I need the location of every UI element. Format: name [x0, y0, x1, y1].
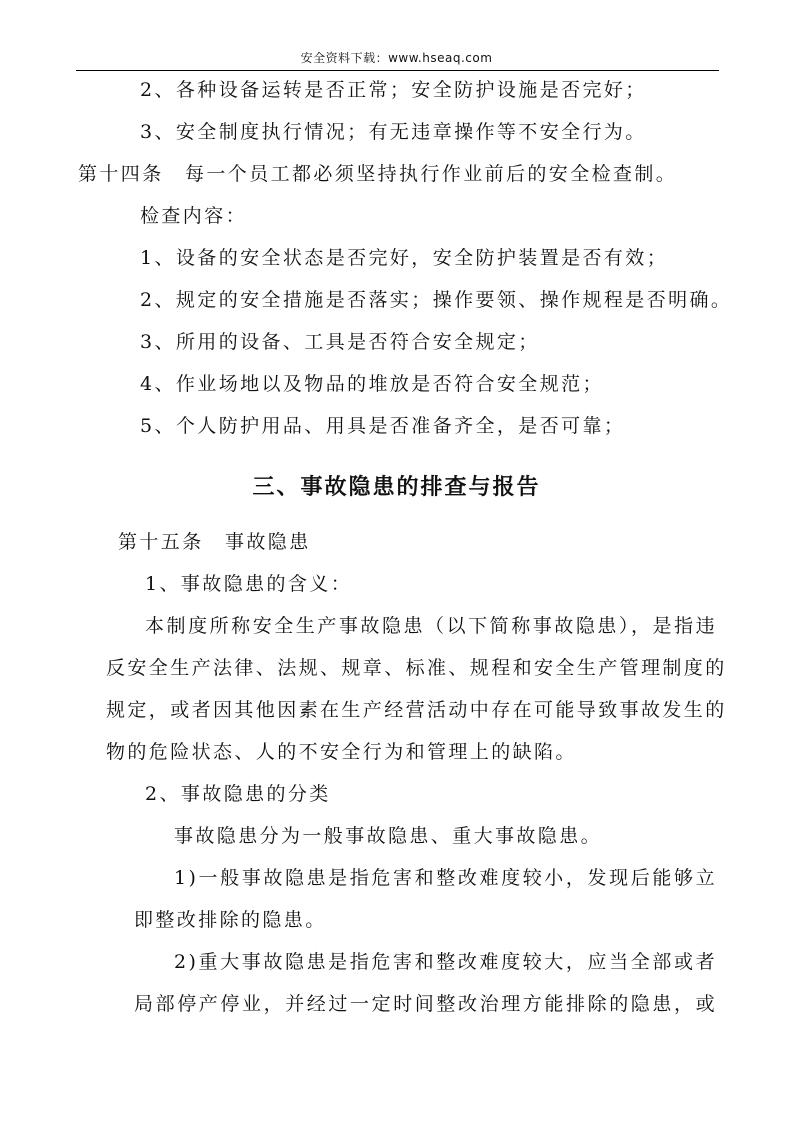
- page-header: 安全资料下载：www.hseaq.com: [300, 51, 493, 65]
- check-content-item-2: 2、规定的安全措施是否落实；操作要领、操作规程是否明确。: [140, 289, 733, 311]
- definition-label: 1、事故隐患的含义：: [145, 573, 353, 595]
- major-hazard-line-1: 2)重大事故隐患是指危害和整改难度较大，应当全部或者: [174, 951, 717, 973]
- definition-text-line-2: 反安全生产法律、法规、规章、标准、规程和安全生产管理制度的: [106, 657, 727, 679]
- header-divider: [76, 70, 719, 71]
- article-15-title: 第十五条 事故隐患: [118, 531, 311, 553]
- general-hazard-line-1: 1)一般事故隐患是指危害和整改难度较小，发现后能够立: [174, 867, 717, 889]
- article-14: 第十四条 每一个员工都必须坚持执行作业前后的安全检查制。: [78, 163, 678, 185]
- check-content-item-1: 1、设备的安全状态是否完好，安全防护装置是否有效；: [140, 247, 669, 269]
- check-content-label: 检查内容：: [140, 205, 248, 227]
- definition-text-line-1: 本制度所称安全生产事故隐患（以下简称事故隐患），是指违: [145, 615, 717, 637]
- check-content-item-3: 3、所用的设备、工具是否符合安全规定；: [140, 331, 540, 353]
- check-item-safety-rules: 3、安全制度执行情况；有无违章操作等不安全行为。: [140, 121, 647, 143]
- classification-text: 事故隐患分为一般事故隐患、重大事故隐患。: [174, 825, 603, 847]
- definition-text-line-4: 物的危险状态、人的不安全行为和管理上的缺陷。: [106, 741, 577, 763]
- classification-label: 2、事故隐患的分类: [145, 783, 331, 805]
- check-item-equipment-operation: 2、各种设备运转是否正常；安全防护设施是否完好；: [140, 79, 647, 101]
- check-content-item-4: 4、作业场地以及物品的堆放是否符合安全规范；: [140, 373, 604, 395]
- general-hazard-line-2: 即整改排除的隐患。: [134, 909, 327, 931]
- section-heading: 三、事故隐患的排查与报告: [252, 475, 541, 500]
- check-content-item-5: 5、个人防护用品、用具是否准备齐全，是否可靠；: [140, 415, 626, 437]
- definition-text-line-3: 规定，或者因其他因素在生产经营活动中存在可能导致事故发生的: [106, 699, 727, 721]
- major-hazard-line-2: 局部停产停业，并经过一定时间整改治理方能排除的隐患，或: [134, 993, 717, 1015]
